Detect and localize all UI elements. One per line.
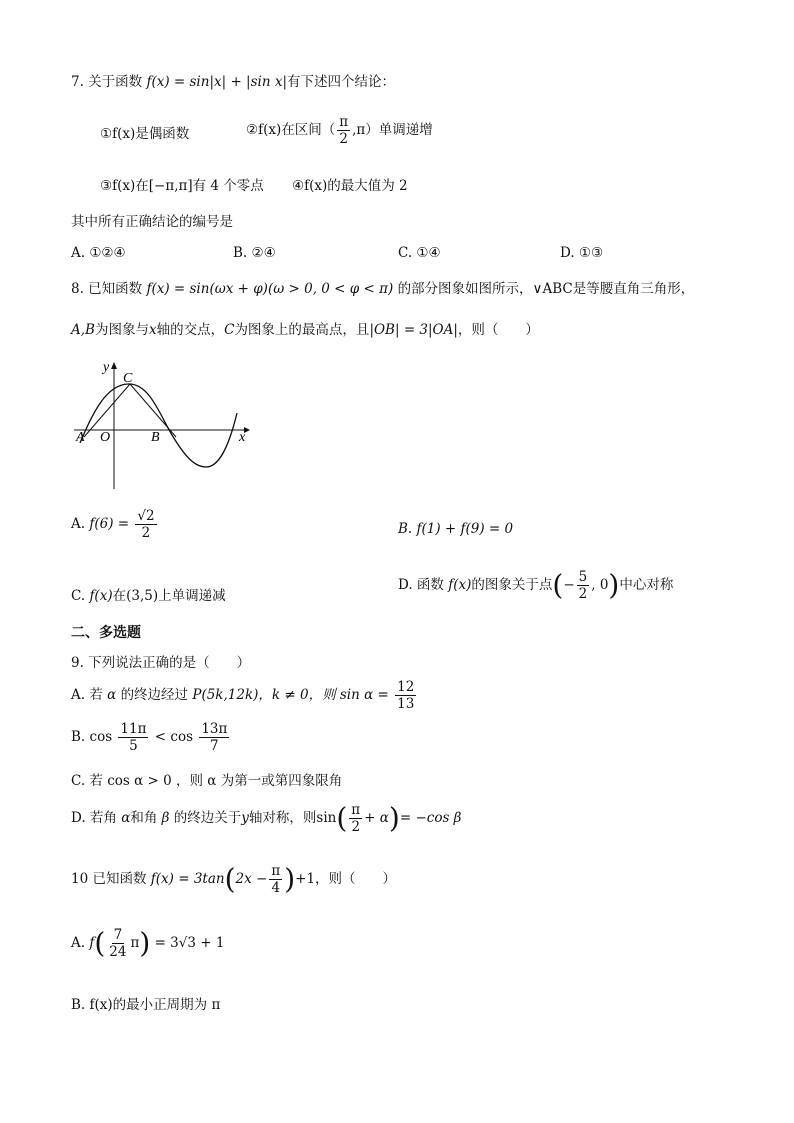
q7-conclusion-2: ②f(x)在区间（ $\frac{\pi}{2}$ ,π）单调递增	[246, 114, 433, 148]
q7-option-d[interactable]: D. ①③	[560, 245, 604, 261]
q7-conclusion-4: ④f(x)的最大值为 2	[292, 178, 408, 194]
q7-stem: 7. 关于函数 f(x) = sin|x| + |sin x|有下述四个结论：	[71, 74, 395, 90]
q7-c2-fraction: $\frac{\pi}{2}$	[339, 114, 349, 148]
section-title-multiple-choice: 二、多选题	[71, 625, 141, 641]
q7-option-c[interactable]: C. ①④	[398, 245, 441, 261]
q10-stem: 10 已知函数 f(x) = 3tan(2x − $\frac{\pi}{4}$ )+1，则（ ）	[71, 862, 397, 897]
q8-option-d[interactable]: D. 函数 f(x)的图象关于点(− $\frac{5}{2}$ , 0)中心对称	[398, 568, 674, 603]
q9-option-c[interactable]: C. 若 cos α > 0 ，则 α 为第一或第四象限角	[71, 773, 343, 789]
label-y: y	[103, 360, 110, 375]
q8-option-b[interactable]: B. f(1) + f(9) = 0	[398, 521, 514, 537]
q7-formula: f(x) = sin|x| + |sin x|	[146, 74, 287, 90]
q7-ask: 其中所有正确结论的编号是	[71, 214, 233, 230]
q8-formula: f(x) = sin(ωx + φ)(ω > 0, 0 < φ < π)	[146, 281, 394, 297]
q9-option-b[interactable]: B. cos $\frac{11\pi}{5}$ < cos $\frac{13\pi}{7}$	[71, 721, 228, 755]
q9-option-d[interactable]: D. 若角 α和角 β 的终边关于y轴对称，则sin( $\frac{\pi}{2}$ + α)= −cos β	[71, 801, 462, 836]
sine-curve	[80, 384, 237, 467]
label-x: x	[239, 430, 246, 445]
q10-option-a[interactable]: A. f( $\frac{7}{24}$ π) = 3√3 + 1	[71, 926, 225, 961]
q10-option-b[interactable]: B. f(x)的最小正周期为 π	[71, 997, 221, 1013]
q9-stem: 9. 下列说法正确的是（ ）	[71, 655, 251, 671]
label-o: O	[100, 430, 111, 445]
label-c: C	[123, 371, 133, 386]
q7-option-b[interactable]: B. ②④	[233, 245, 276, 261]
q8-option-c[interactable]: C. f(x)在(3,5)上单调递减	[71, 588, 226, 604]
label-b: B	[151, 430, 160, 445]
q8-graph	[72, 355, 257, 495]
q8-stem-line1: 8. 已知函数 f(x) = sin(ωx + φ)(ω > 0, 0 < φ < π) 的部分图象如图所示，∨ABC是等腰直角三角形，	[71, 281, 695, 297]
q7-option-a[interactable]: A. ①②④	[71, 245, 126, 261]
label-a: A	[76, 430, 85, 445]
q9-option-a[interactable]: A. 若 α 的终边经过 P(5k,12k)，k ≠ 0，则 sin α = $\frac{12}{13}$	[71, 679, 415, 713]
q8-option-a[interactable]: A. f(6) = $\frac{√2}{2}$	[71, 508, 155, 542]
q8-ob-oa: |OB| = 3|OA|	[369, 322, 458, 338]
q7-conclusion-3: ③f(x)在[−π,π]有 4 个零点	[100, 178, 264, 194]
y-axis-arrow	[111, 362, 117, 369]
q8-stem-line2: A,B为图象与x轴的交点，C为图象上的最高点，且|OB| = 3|OA|，则（ ）	[71, 322, 539, 338]
q7-conclusion-1: ①f(x)是偶函数	[100, 126, 190, 142]
